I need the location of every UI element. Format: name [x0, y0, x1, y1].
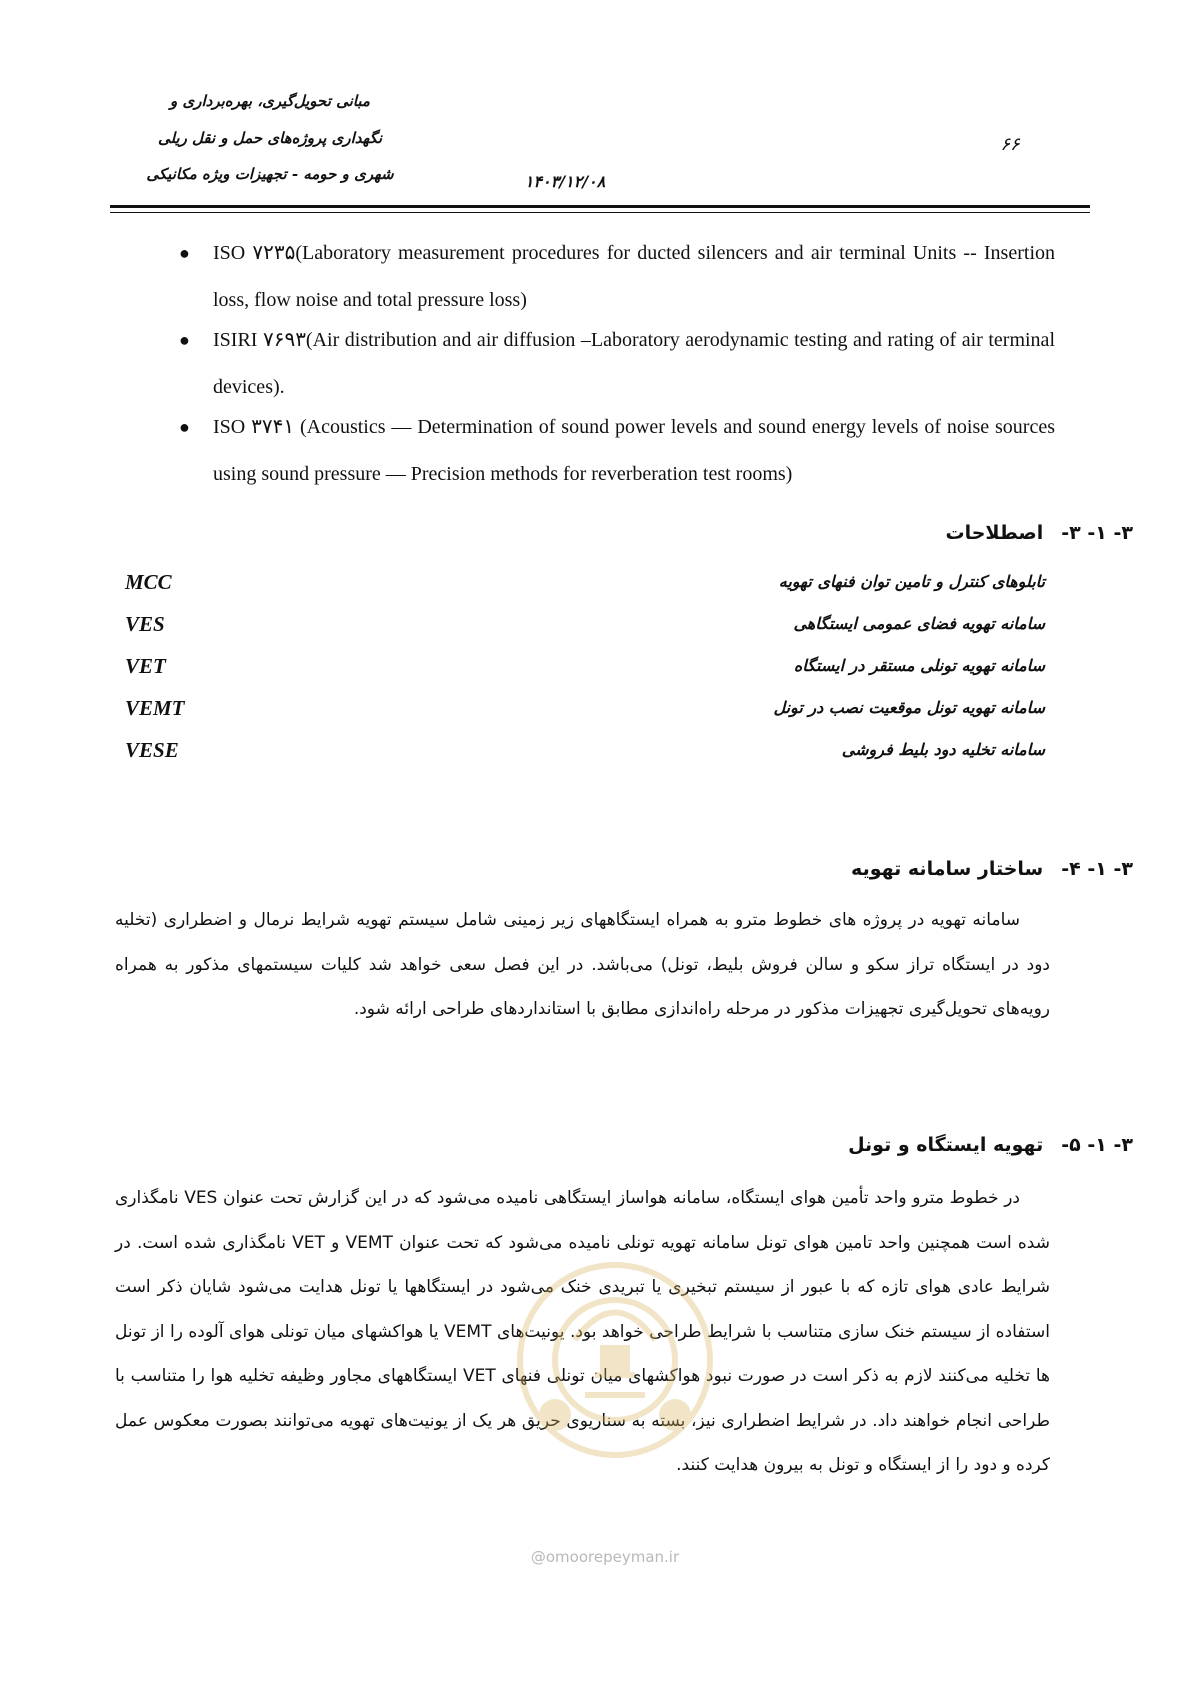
header-title-line-2: نگهداری پروژه‌های حمل و نقل ریلی — [157, 129, 383, 147]
at-icon: @ — [530, 1548, 546, 1566]
watermark-url: omoorepeyman.ir — [545, 1548, 680, 1566]
watermark-text — [500, 1548, 710, 1566]
bullet-icon: ● — [179, 417, 190, 437]
section-title: ساختار سامانه تهویه — [851, 858, 1044, 880]
structure-paragraph — [115, 898, 1050, 1032]
paragraph-text: سامانه تهویه در پروژه های خطوط مترو به همراه ایستگاههای زیر زمینی شامل سیستم تهویه شرایط نرمال و اضطراری (تخلیه دود در ایستگاه تراز سکو و سالن فروش بلیط، تونل) می‌باشد. در این فصل سعی خواهد شد کلیات سیستمهای مذکور به همراه رویه‌های تحویل‌گیری تجهیزات مذکور در مرحله راه‌اندازی مطابق با استانداردهای طراحی ارائه شود. — [115, 910, 1050, 1019]
abbreviation-code: VEMT — [125, 696, 185, 720]
bullet-icon: ● — [179, 243, 190, 263]
abbreviation-description: سامانه تخلیه دود بلیط فروشی — [841, 740, 1045, 759]
header-rule-thin — [110, 212, 1090, 213]
section-number: ۳- ۱- ۳- — [1061, 522, 1133, 544]
section-title: تهویه ایستگاه و تونل — [848, 1134, 1044, 1156]
abbreviation-code: MCC — [125, 570, 172, 594]
abbreviations-table — [125, 570, 1045, 780]
section-number: ۳- ۱- ۵- — [1061, 1134, 1133, 1156]
watermark-seal-icon — [505, 1245, 725, 1485]
abbreviation-description: تابلوهای کنترل و تامین توان فنهای تهویه — [778, 572, 1045, 591]
standard-text: ISIRI ۷۶۹۳(Air distribution and air diffusion –Laboratory aerodynamic testing and rating of air terminal devices). — [213, 329, 1055, 398]
list-item — [175, 317, 1055, 411]
header-title-line-3: شهری و حومه - تجهیزات ویژه مکانیکی — [146, 165, 394, 183]
abbreviation-description: سامانه تهویه فضای عمومی ایستگاهی — [793, 614, 1045, 633]
section-heading-station — [848, 1134, 1133, 1156]
table-row — [125, 570, 1045, 612]
header-rule-thick — [110, 205, 1090, 208]
table-row — [125, 654, 1045, 696]
abbreviation-description: سامانه تهویه تونلی مستقر در ایستگاه — [793, 656, 1045, 675]
standards-list — [175, 230, 1055, 491]
list-item — [175, 404, 1055, 498]
abbreviation-code: VESE — [125, 738, 179, 762]
bullet-icon: ● — [179, 330, 190, 350]
table-row — [125, 738, 1045, 780]
paragraph-text: در خطوط مترو واحد تأمین هوای ایستگاه، سامانه هواساز ایستگاهی نامیده می‌شود که در این گزارش تحت عنوان VES نامگذاری شده است همچنین واحد تامین هوای تونل سامانه تهویه تونلی نامیده می‌شود که تحت عنوان VEMT و VET نامگذاری شده است. در شرایط عادی هوای تازه که با عبور از سیستم تبخیری یا تبریدی خنک می‌شود در ایستگاهها یا تونل هدایت می‌شود شایان ذکر است استفاده از سیستم خنک سازی متناسب با شرایط طراحی خواهد بود. یونیت‌های VEMT یا هواکشهای میان تونلی هوای آلوده را از تونل ها تخلیه می‌کنند لازم به ذکر است در صورت نبود هواکشهای میان تونلی فنهای VET ایستگاههای مجاور وظیفه تخلیه هوا را متناسب با طراحی انجام خواهند داد. در شرایط اضطراری نیز، بسته به سناریوی حریق هر یک از یونیت‌های تهویه می‌توانند بصورت معکوس عمل کرده و دود را از ایستگاه و تونل به بیرون هدایت کنند. — [115, 1188, 1050, 1475]
list-item — [175, 230, 1055, 324]
section-title: اصطلاحات — [945, 522, 1044, 544]
header-date: ۱۴۰۳/۱۲/۰۸ — [524, 172, 606, 191]
abbreviation-code: VET — [125, 654, 166, 678]
table-row — [125, 612, 1045, 654]
section-number: ۳- ۱- ۴- — [1061, 858, 1133, 880]
abbreviation-description: سامانه تهویه تونل موقعیت نصب در تونل — [773, 698, 1045, 717]
page-number: ۶۶ — [1000, 134, 1020, 155]
abbreviation-code: VES — [125, 612, 165, 636]
standard-text: ISO ۳۷۴۱ (Acoustics — Determination of sound power levels and sound energy levels of noise sources using sound pressure — Precision methods for reverberation test rooms) — [213, 416, 1055, 485]
standard-text: ISO ۷۲۳۵(Laboratory measurement procedures for ducted silencers and air terminal Units -- Insertion loss, flow noise and total pressure loss) — [213, 242, 1055, 311]
header-title-line-1: مبانی تحویل‌گیری، بهره‌برداری و — [170, 92, 370, 110]
section-heading-terms — [946, 522, 1133, 544]
table-row — [125, 696, 1045, 738]
section-heading-structure — [851, 858, 1133, 880]
